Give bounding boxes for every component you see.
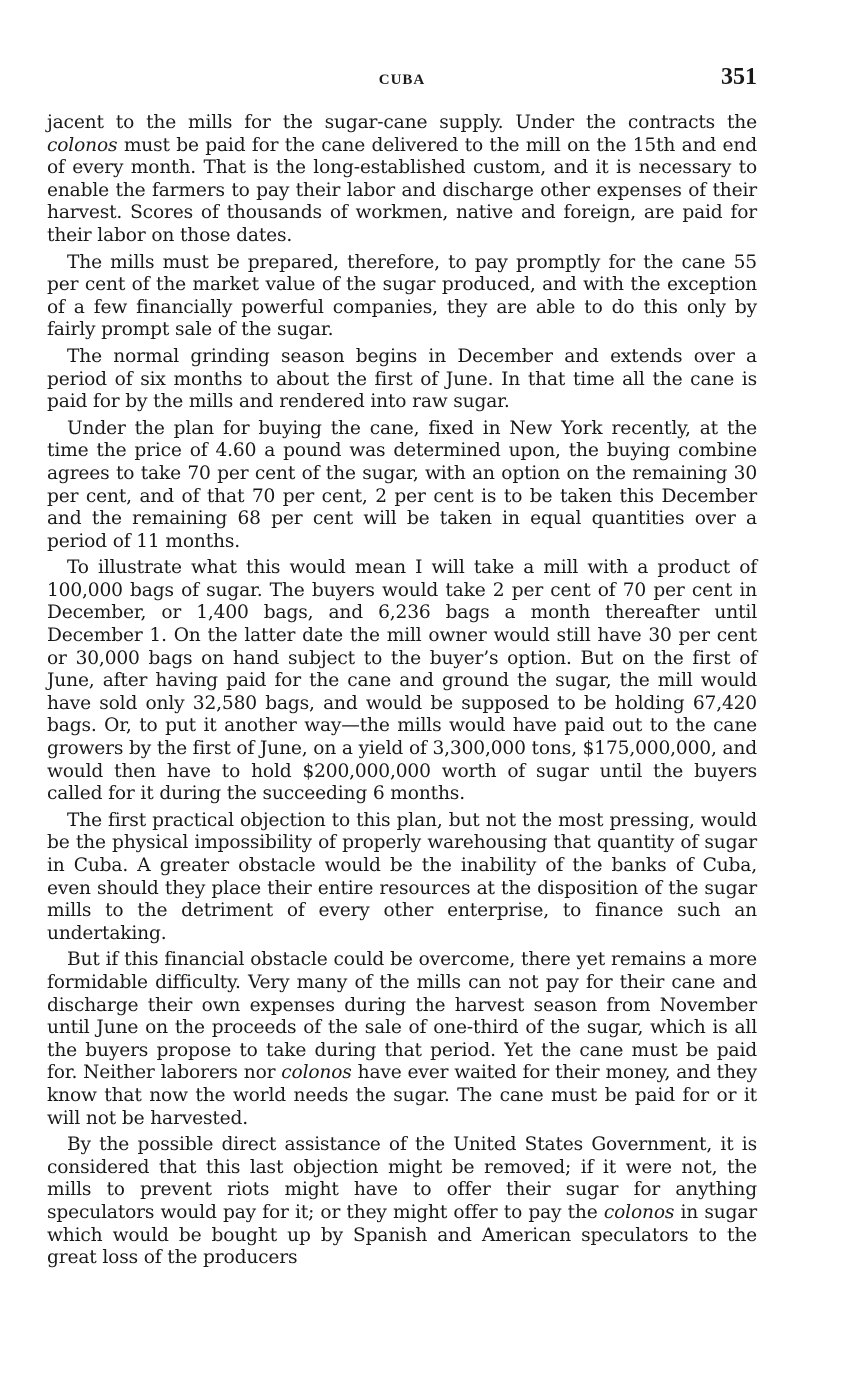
- text-run: jacent to the mills for the sugar-cane supply. Under the contracts the: [47, 112, 757, 133]
- text-run: The first practical objection to this plan, but not the most pressing, would be the physical impossibility of properly warehousing that quantity of sugar in Cuba. A greater obstacle would be the inability of the banks of Cuba, even should they place their entire resources at the disposition of the sugar mills to the detriment of every other enterprise, to finance such an undertaking.: [47, 809, 757, 944]
- italic-term: colonos: [281, 1062, 352, 1084]
- paragraph: [47, 112, 757, 248]
- text-run: The mills must be prepared, therefore, to pay promptly for the cane 55 per cent of the market value of the sugar produced, and with the exception of a few financially powerful companies, they are able to do this only by fairly prompt sale of the sugar.: [47, 251, 757, 341]
- text-run: By the possible direct assistance of the United States Government, it is considered that this last objection might be removed; if it were not, the mills to prevent riots might have to offer their sugar for anything speculators would pay for it; or they might offer to pay the: [47, 1134, 757, 1223]
- text-run: in sugar which would be bought up by Spanish and American speculators to the great loss of the producers: [47, 1201, 757, 1269]
- text-run: But if this financial obstacle could be overcome, there yet remains a more formidable difficulty. Very many of the mills can not pay for their cane and discharge their own expenses during the harvest season from November until June on the proceeds of the sale of one-third of the sugar, which is all the buyers propose to take during that period. Yet the cane must be paid for. Neither laborers nor: [47, 949, 757, 1084]
- paragraph: [47, 1134, 757, 1270]
- running-head: [47, 62, 757, 98]
- text-run: Under the plan for buying the cane, fixed in New York recently, at the time the price of 4.60 a pound was determined upon, the buying combine agrees to take 70 per cent of the sugar, with an option on the remaining 30 per cent, and of that 70 per cent, 2 per cent is to be taken this December and the remaining 68 per cent will be taken in equal quantities over a period of 11 months.: [47, 417, 757, 552]
- text-run: To illustrate what this would mean I will take a mill with a product of 100,000 bags of sugar. The buyers would take 2 per cent of 70 per cent in December, or 1,400 bags, and 6,236 bags a month thereafter until December 1. On the latter date the mill owner would still have 30 per cent or 30,000 bags on hand subject to the buyer’s option. But on the first of June, after having paid for the cane and ground the sugar, the mill would have sold only 32,580 bags, and would be supposed to be holding 67,420 bags. Or, to put it another way—the mills would have paid out to the cane growers by the first of June, on a yield of 3,300,000 tons, $175,000,000, and would then have to hold $200,000,000 worth of sugar until the buyers called for it during the succeeding 6 months.: [47, 557, 757, 805]
- paragraph: [47, 949, 757, 1130]
- italic-term: colonos: [603, 1201, 675, 1223]
- text-run: have ever waited for their money, and they know that now the world needs the sugar. The cane must be paid for or it will not be harvested.: [47, 1062, 757, 1129]
- text-run: must be paid for the cane delivered to the mill on the 15th and end of every month. That is the long-established custom, and it is necessary to enable the farmers to pay their labor and discharge other expenses of their harvest. Scores of thousands of workmen, native and foreign, are paid for their labor on those dates.: [47, 134, 757, 246]
- paragraph: [47, 810, 757, 946]
- paragraph: [47, 346, 757, 414]
- page-number: 351: [721, 64, 757, 90]
- text-run: The normal grinding season begins in December and extends over a period of six months to about the first of June. In that time all the cane is paid for by the mills and rendered into raw sugar.: [47, 345, 757, 413]
- italic-term: colonos: [47, 134, 118, 156]
- paragraph: [47, 557, 757, 806]
- book-page: [47, 62, 757, 1274]
- paragraph: [47, 252, 757, 342]
- body-text: [47, 112, 757, 1270]
- running-title: CUBA: [378, 72, 426, 88]
- paragraph: [47, 418, 757, 554]
